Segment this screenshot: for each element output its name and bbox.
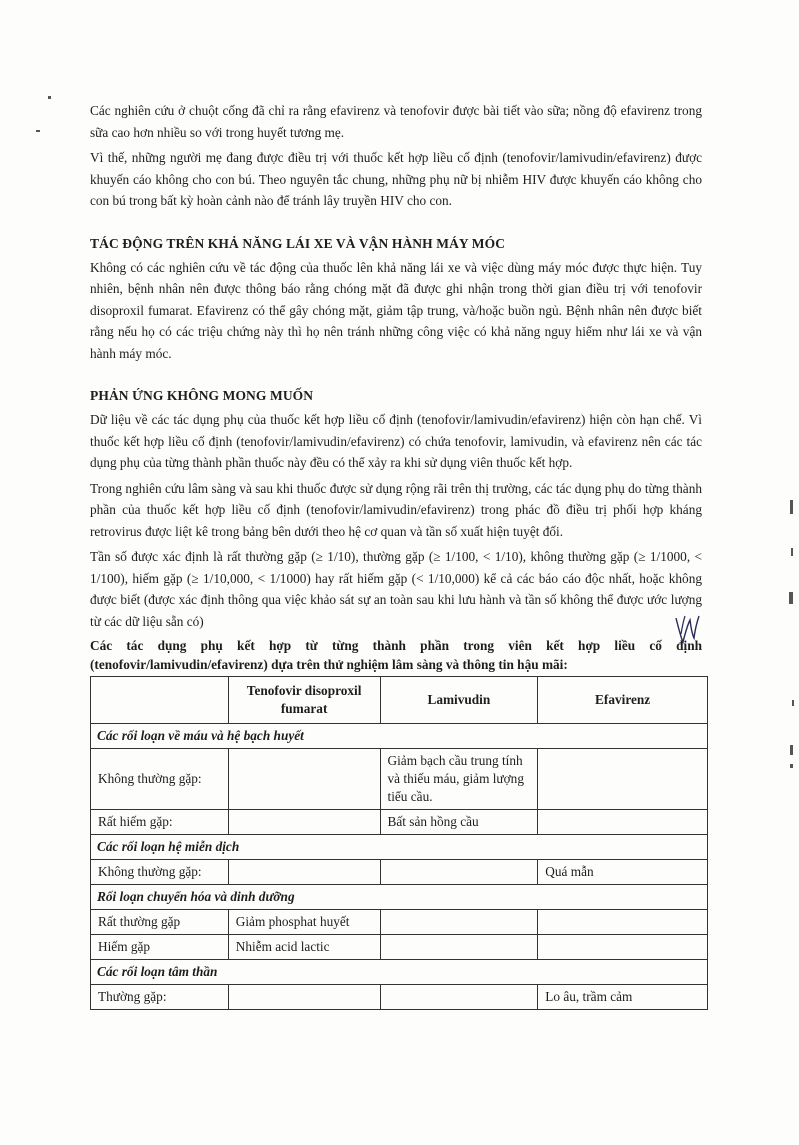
paragraph-adverse-1: Dữ liệu về các tác dụng phụ của thuốc kết hợp liều cố định (tenofovir/lamivudin/efavirenz) hiện còn hạn chế. Vì thuốc kết hợp liều cố định (tenofovir/lamivudin/efavirenz) có chứa tenofovir, lamivudin, và efavirenz nên các tác dụng phụ của từng thành phần thuốc này đều có thể xảy ra khi sử dụng viên thuốc kết hợp. — [90, 412, 702, 470]
scan-mark — [790, 500, 793, 514]
table-group-row — [91, 724, 708, 749]
table-cell: Giảm bạch cầu trung tính và thiếu máu, giảm lượng tiểu cầu. — [380, 749, 538, 810]
table-cell — [538, 935, 708, 960]
paragraph-breastfeeding-animal: Các nghiên cứu ở chuột cống đã chỉ ra rằng efavirenz và tenofovir được bài tiết vào sữa; nồng độ efavirenz trong sữa cao hơn nhiều so với trong huyết tương mẹ. — [90, 103, 702, 140]
table-cell — [380, 935, 538, 960]
table-cell: Không thường gặp: — [91, 860, 229, 885]
adverse-effects-table — [90, 676, 708, 1010]
table-caption: Các tác dụng phụ kết hợp từ từng thành phần trong viên kết hợp liều cố định (tenofovir/lamivudin/efavirenz) dựa trên thử nghiệm lâm sàng và thông tin hậu mãi: — [90, 638, 702, 672]
table-cell: Lo âu, trầm cảm — [538, 985, 708, 1010]
heading-adverse-reactions: PHẢN ỨNG KHÔNG MONG MUỐN — [90, 388, 314, 403]
table-cell — [538, 749, 708, 810]
table-row — [91, 910, 708, 935]
table-header-row — [91, 677, 708, 724]
paragraph-breastfeeding-advice: Vì thế, những người mẹ đang được điều trị với thuốc kết hợp liều cố định (tenofovir/lamivudin/efavirenz) được khuyến cáo không cho con bú. Theo nguyên tắc chung, những phụ nữ bị nhiễm HIV được khuyến cáo không cho con bú trong bất kỳ hoàn cảnh nào để tránh lây truyền HIV cho con. — [90, 150, 702, 208]
table-header-cell: Efavirenz — [538, 677, 708, 724]
table-row — [91, 935, 708, 960]
table-cell — [228, 985, 380, 1010]
group-title: Các rối loạn về máu và hệ bạch huyết — [91, 724, 708, 749]
table-cell: Quá mẫn — [538, 860, 708, 885]
table-row — [91, 985, 708, 1010]
table-cell — [380, 985, 538, 1010]
table-cell — [228, 749, 380, 810]
table-header-cell — [91, 677, 229, 724]
paragraph-driving: Không có các nghiên cứu về tác động của thuốc lên khả năng lái xe và việc dùng máy móc được thực hiện. Tuy nhiên, bệnh nhân nên được thông báo rằng chóng mặt đã được ghi nhận trong thời gian điều trị với tenofovir disoproxil fumarat. Efavirenz có thể gây chóng mặt, giảm tập trung, và/hoặc buồn ngủ. Bệnh nhân nên được biết rằng nếu họ có các triệu chứng này thì họ nên tránh những công việc có khả năng nguy hiểm như lái xe và vận hành máy móc. — [90, 259, 702, 361]
table-cell — [228, 810, 380, 835]
table-cell — [380, 860, 538, 885]
scan-mark — [789, 592, 793, 604]
scan-mark — [36, 130, 40, 132]
table-cell: Thường gặp: — [91, 985, 229, 1010]
table-cell: Bất sản hồng cầu — [380, 810, 538, 835]
table-group-row — [91, 835, 708, 860]
paragraph-adverse-frequency: Tần số được xác định là rất thường gặp (≥ 1/10), thường gặp (≥ 1/100, < 1/10), không thường gặp (≥ 1/1000, < 1/100), hiếm gặp (≥ 1/10,000, < 1/1000) hay rất hiếm gặp (< 1/10,000) kể cả các báo cáo độc nhất, hoặc không được biết (được xác định thông qua việc khảo sát sự an toàn sau khi lưu hành và tần số không thể được ước lượng từ các dữ liệu sẵn có) — [90, 549, 702, 629]
group-title: Rối loạn chuyển hóa và dinh dưỡng — [91, 885, 708, 910]
page-content — [90, 100, 702, 1010]
table-cell: Nhiễm acid lactic — [228, 935, 380, 960]
scan-mark — [791, 548, 793, 556]
table-cell — [538, 810, 708, 835]
scan-mark — [48, 96, 51, 99]
table-header-cell: Lamivudin — [380, 677, 538, 724]
table-cell — [538, 910, 708, 935]
table-cell: Giảm phosphat huyết — [228, 910, 380, 935]
table-group-row — [91, 960, 708, 985]
table-cell — [228, 860, 380, 885]
table-cell: Không thường gặp: — [91, 749, 229, 810]
table-header-cell: Tenofovir disoproxil fumarat — [228, 677, 380, 724]
table-cell — [380, 910, 538, 935]
table-cell: Hiếm gặp — [91, 935, 229, 960]
table-cell: Rất thường gặp — [91, 910, 229, 935]
table-row — [91, 810, 708, 835]
scan-mark — [790, 764, 793, 768]
table-row — [91, 860, 708, 885]
table-cell: Rất hiếm gặp: — [91, 810, 229, 835]
paragraph-adverse-2: Trong nghiên cứu lâm sàng và sau khi thuốc được sử dụng rộng rãi trên thị trường, các tác dụng phụ do từng thành phần của thuốc kết hợp liều cố định (tenofovir/lamivudin/efavirenz) trong phác đồ điều trị phối hợp kháng retrovirus được liệt kê trong bảng bên dưới theo hệ cơ quan và tần số xuất hiện tuyệt đối. — [90, 480, 702, 539]
scan-mark — [790, 745, 793, 755]
handwritten-initials — [673, 612, 701, 646]
group-title: Các rối loạn hệ miễn dịch — [91, 835, 708, 860]
heading-driving: TÁC ĐỘNG TRÊN KHẢ NĂNG LÁI XE VÀ VẬN HÀNH MÁY MÓC — [90, 235, 506, 251]
group-title: Các rối loạn tâm thần — [91, 960, 708, 985]
table-group-row — [91, 885, 708, 910]
table-row — [91, 749, 708, 810]
scan-mark — [792, 700, 794, 706]
